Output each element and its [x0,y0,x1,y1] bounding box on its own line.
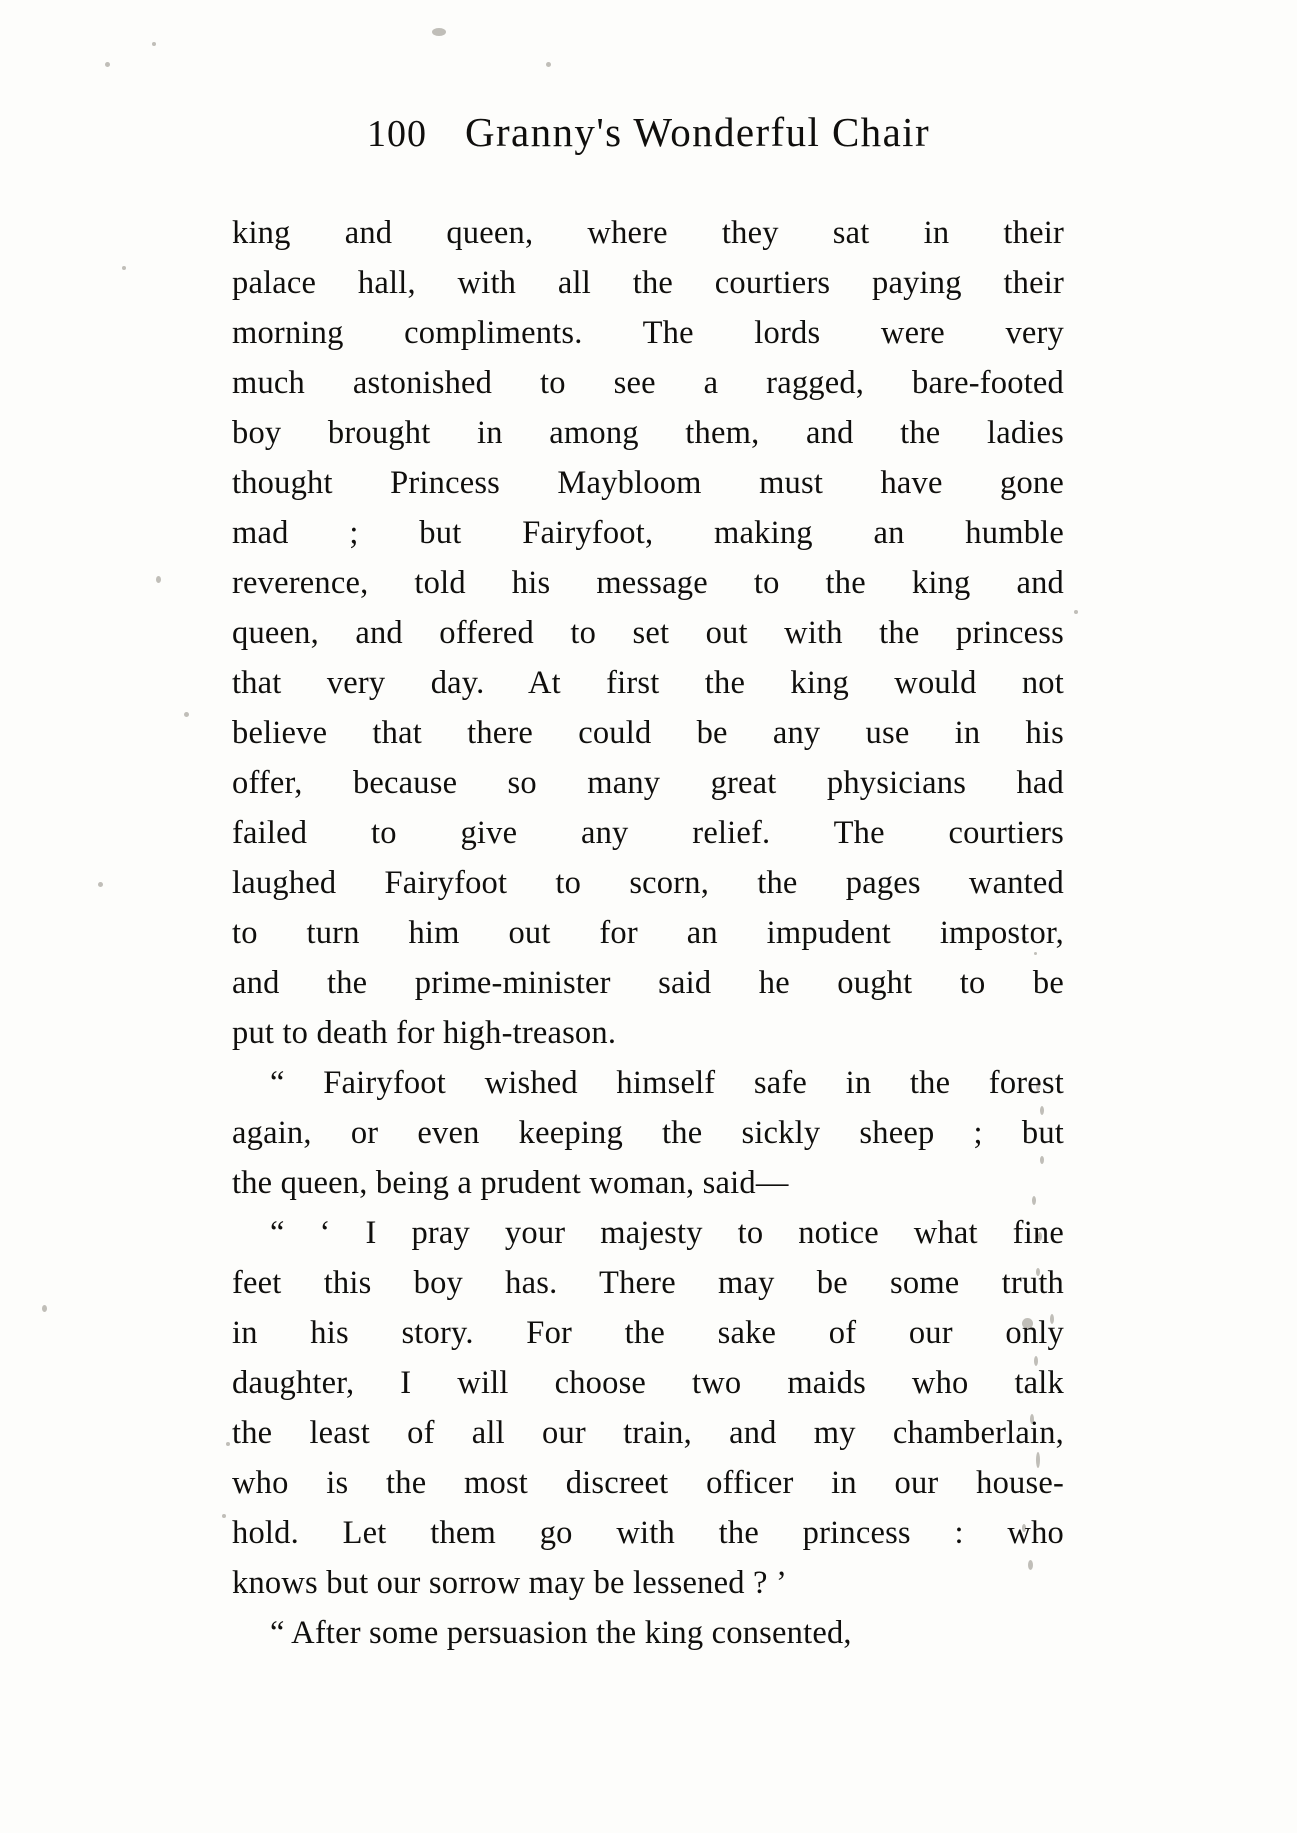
text-line: reverence, told his message to the king and [232,565,1064,601]
text-line: believe that there could be any use in his [232,715,1064,751]
text-line: feet this boy has. There may be some truth [232,1265,1064,1301]
scan-speck [222,1514,226,1518]
scan-speck [42,1305,47,1312]
text-line: who is the most discreet officer in our house- [232,1465,1064,1501]
paragraph [232,1608,1064,1658]
text-line: failed to give any relief. The courtiers [232,815,1064,851]
text-line: knows but our sorrow may be lessened ? ’ [232,1565,787,1601]
scan-speck [432,28,446,36]
page-header [0,108,1297,156]
text-line: and the prime-minister said he ought to be [232,965,1064,1001]
scan-speck [98,882,103,887]
body-text [232,208,1064,1658]
text-line: that very day. At first the king would not [232,665,1064,701]
text-line: the queen, being a prudent woman, said— [232,1165,789,1201]
text-line: daughter, I will choose two maids who talk [232,1365,1064,1401]
text-line: king and queen, where they sat in their [232,215,1064,251]
text-line: to turn him out for an impudent impostor, [232,915,1064,951]
scan-speck [184,712,189,717]
text-line: thought Princess Maybloom must have gone [232,465,1064,501]
text-line: “ ‘ I pray your majesty to notice what fine [270,1215,1064,1251]
text-line: “ After some persuasion the king consented, [270,1615,852,1651]
text-line: hold. Let them go with the princess : who [232,1515,1064,1551]
text-line: laughed Fairyfoot to scorn, the pages wanted [232,865,1064,901]
text-line: in his story. For the sake of our only [232,1315,1064,1351]
text-line: again, or even keeping the sickly sheep ; but [232,1115,1064,1151]
scan-speck [1074,610,1078,614]
text-line: put to death for high-treason. [232,1015,617,1051]
scan-speck [226,1442,230,1446]
scan-speck [546,62,551,67]
paragraph [232,1208,1064,1608]
text-line: offer, because so many great physicians had [232,765,1064,801]
paragraph [232,208,1064,1058]
text-line: the least of all our train, and my chamberlain, [232,1415,1064,1451]
text-line: palace hall, with all the courtiers paying their [232,265,1064,301]
text-line: “ Fairyfoot wished himself safe in the forest [270,1065,1064,1101]
text-line: mad ; but Fairyfoot, making an humble [232,515,1064,551]
text-line: queen, and offered to set out with the princess [232,615,1064,651]
scan-speck [122,266,126,270]
scan-speck [152,42,156,46]
text-line: boy brought in among them, and the ladies [232,415,1064,451]
scan-speck [156,576,161,583]
text-line: much astonished to see a ragged, bare-footed [232,365,1064,401]
page-number: 100 [366,113,427,155]
paragraph [232,1058,1064,1208]
text-line: morning compliments. The lords were very [232,315,1064,351]
running-title: Granny's Wonderful Chair [464,109,931,155]
scan-speck [105,62,110,67]
